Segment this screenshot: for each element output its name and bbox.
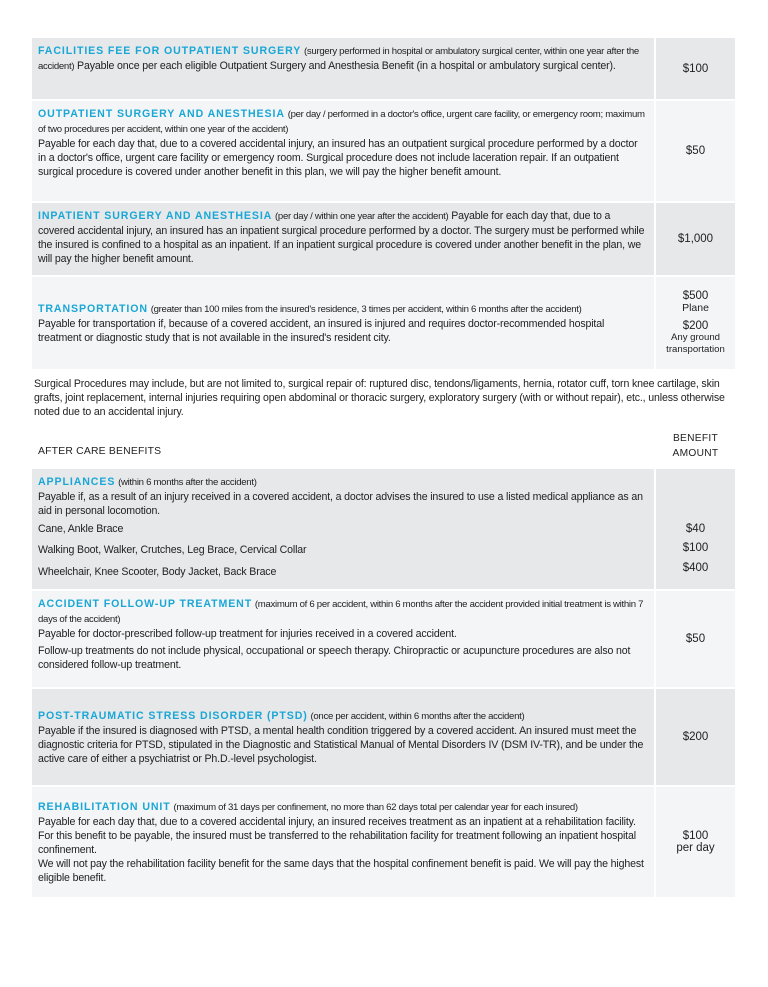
- benefit-text: Payable if, as a result of an injury received in a covered accident, a doctor advises the insured to use a listed medical appliance as an aid in personal locomotion.: [38, 491, 643, 517]
- appliance-item: Walking Boot, Walker, Crutches, Leg Brace, Cervical Collar: [38, 544, 307, 556]
- benefit-amount-cell: [656, 277, 735, 369]
- benefit-row-facilities-fee: [32, 38, 735, 101]
- benefit-description: [32, 689, 654, 785]
- benefit-heading-line: [38, 709, 646, 724]
- after-care-header: [32, 427, 735, 469]
- benefit-text: Payable for doctor-prescribed follow-up treatment for injuries received in a covered accident.: [38, 628, 457, 640]
- benefit-description: [32, 787, 654, 897]
- benefit-qualifier: (greater than 100 miles from the insured's residence, 3 times per accident, within 6 months after the accident): [150, 303, 582, 315]
- benefit-amount-plane-label: Plane: [682, 302, 709, 314]
- benefit-text-secondary: Follow-up treatments do not include physical, occupational or speech therapy. Chiropractic or acupuncture procedures are also not considered follow-up treatment.: [38, 645, 631, 671]
- benefit-amount-plane: $500: [682, 290, 709, 302]
- benefit-qualifier: (within 6 months after the accident): [118, 477, 257, 488]
- benefit-text: Payable once per each eligible Outpatient Surgery and Anesthesia Benefit (in a hospital or ambulatory surgical center).: [77, 60, 616, 72]
- appliance-item: Cane, Ankle Brace: [38, 523, 124, 535]
- benefit-heading-line: [38, 800, 646, 815]
- surgical-procedures-note: Surgical Procedures may include, but are not limited to, surgical repair of: ruptured disc, tendons/ligaments, hernia, rotator cuff, torn knee cartilage, skin grafts, joint replacement, internal injuries requiring open abdominal or thoracic surgery, exploratory surgery (with or without repair), etc., unless otherwise noted due to an accidental injury.: [34, 378, 725, 418]
- benefit-amount: $1,000: [677, 233, 714, 245]
- benefit-qualifier: (maximum of 6 per accident, within 6 months after the accident provided initial treatment is within 7 days of the accident): [38, 599, 644, 625]
- appliance-item: Wheelchair, Knee Scooter, Body Jacket, Back Brace: [38, 566, 277, 578]
- benefit-row-rehabilitation: [32, 787, 735, 899]
- benefit-title: TRANSPORTATION: [38, 302, 148, 315]
- benefit-text: Payable for each day that, due to a covered accidental injury, an insured has an outpatient surgical procedure performed by a doctor in a doctor's office, urgent care facility or emergency room. Surgical procedure does not include laceration repair. If an outpatient surgical procedure is covered under another benefit in this plan, we will pay the higher benefit amount.: [38, 138, 638, 178]
- benefit-title: INPATIENT SURGERY AND ANESTHESIA: [38, 210, 273, 222]
- benefit-description: [32, 469, 654, 589]
- benefit-qualifier: (maximum of 31 days per confinement, no more than 62 days total per calendar year for each insured): [173, 801, 578, 813]
- benefit-amount: $50: [685, 145, 706, 157]
- benefit-qualifier: (surgery performed in hospital or ambulatory surgical center, within one year after the accident): [38, 46, 639, 72]
- benefit-amount-cell: [656, 787, 735, 897]
- benefits-page: [32, 38, 735, 899]
- benefit-amount-sub: per day: [676, 842, 715, 854]
- appliance-amount: $40: [685, 523, 706, 535]
- appliance-amount: $400: [682, 562, 709, 574]
- benefit-text: Payable for transportation if, because of a covered accident, an insured is injured and requires doctor-recommended hospital treatment or diagnostic study that is not available in the insured's resident city.: [38, 317, 605, 344]
- benefit-text-secondary: We will not pay the rehabilitation facility benefit for the same days that the hospital confinement benefit is paid. We will pay the highest eligible benefit.: [38, 857, 644, 884]
- benefit-amount-header-line2: AMOUNT: [672, 448, 719, 459]
- benefit-qualifier: (per day / performed in a doctor's office, urgent care facility, or emergency room; maximum of two procedures per accident, within one year of the accident): [38, 109, 645, 135]
- benefit-title: REHABILITATION UNIT: [38, 800, 171, 813]
- benefit-amount-cell: [656, 689, 735, 785]
- benefit-amount: $50: [685, 633, 706, 645]
- benefit-amount: $200: [682, 731, 709, 743]
- benefit-description: [32, 203, 654, 275]
- benefit-row-transportation: [32, 277, 735, 371]
- benefit-description: [32, 277, 654, 369]
- benefit-heading-line: [38, 302, 646, 317]
- benefit-amount: $100: [682, 62, 709, 75]
- benefit-amount-cell: [656, 101, 735, 201]
- benefit-amount: $100: [682, 830, 709, 842]
- benefit-row-outpatient-surgery: [32, 101, 735, 203]
- benefit-description: [32, 38, 654, 99]
- benefit-amount-header: [656, 431, 735, 467]
- benefit-amount-cell: [656, 38, 735, 99]
- benefit-row-ptsd: [32, 689, 735, 787]
- benefit-title: POST-TRAUMATIC STRESS DISORDER (PTSD): [38, 709, 308, 722]
- benefit-text: Payable for each day that, due to a covered accidental injury, an insured has an inpatient surgical procedure performed by a doctor. The surgery must be performed while the insured is confined to a hospital as an inpatient. If an inpatient surgical procedure is covered under another benefit in the plan, we will pay the higher benefit amount.: [38, 210, 645, 265]
- benefit-amount-ground-label: Any ground transportation: [666, 332, 725, 355]
- appliance-amount: $100: [682, 542, 709, 554]
- benefit-qualifier: (once per accident, within 6 months after the accident): [310, 710, 525, 722]
- benefit-title: APPLIANCES: [38, 476, 116, 488]
- benefit-row-appliances: [32, 469, 735, 591]
- benefit-title: FACILITIES FEE FOR OUTPATIENT SURGERY: [38, 45, 302, 57]
- benefit-amount-cell: [656, 591, 735, 687]
- benefit-row-inpatient-surgery: [32, 203, 735, 277]
- benefit-amount-ground: $200: [682, 320, 709, 332]
- benefit-amount-header-line1: BENEFIT: [672, 433, 719, 444]
- benefit-text: Payable if the insured is diagnosed with PTSD, a mental health condition triggered by a covered accident. An insured must meet the diagnostic criteria for PTSD, stipulated in the Diagnostic and Statistical Manual of Mental Disorders IV (DSM IV-TR), and be under the active care of either a psychiatrist or Ph.D.-level psychologist.: [38, 724, 644, 765]
- benefit-qualifier: (per day / within one year after the accident): [275, 211, 449, 222]
- benefit-amount-cell: [656, 203, 735, 275]
- benefit-description: [32, 101, 654, 201]
- benefit-description: [32, 591, 654, 687]
- after-care-title: AFTER CARE BENEFITS: [32, 437, 654, 467]
- benefit-row-follow-up: [32, 591, 735, 689]
- benefit-title: ACCIDENT FOLLOW-UP TREATMENT: [38, 598, 253, 610]
- benefit-text: Payable for each day that, due to a covered accidental injury, an insured receives treatment as an inpatient at a rehabilitation facility. For this benefit to be payable, the insured must be transferred to the rehabilitation facility for treatment following an inpatient hospital confinement.: [38, 815, 636, 856]
- benefit-amount-cell: [656, 469, 735, 589]
- benefit-title: OUTPATIENT SURGERY AND ANESTHESIA: [38, 108, 285, 120]
